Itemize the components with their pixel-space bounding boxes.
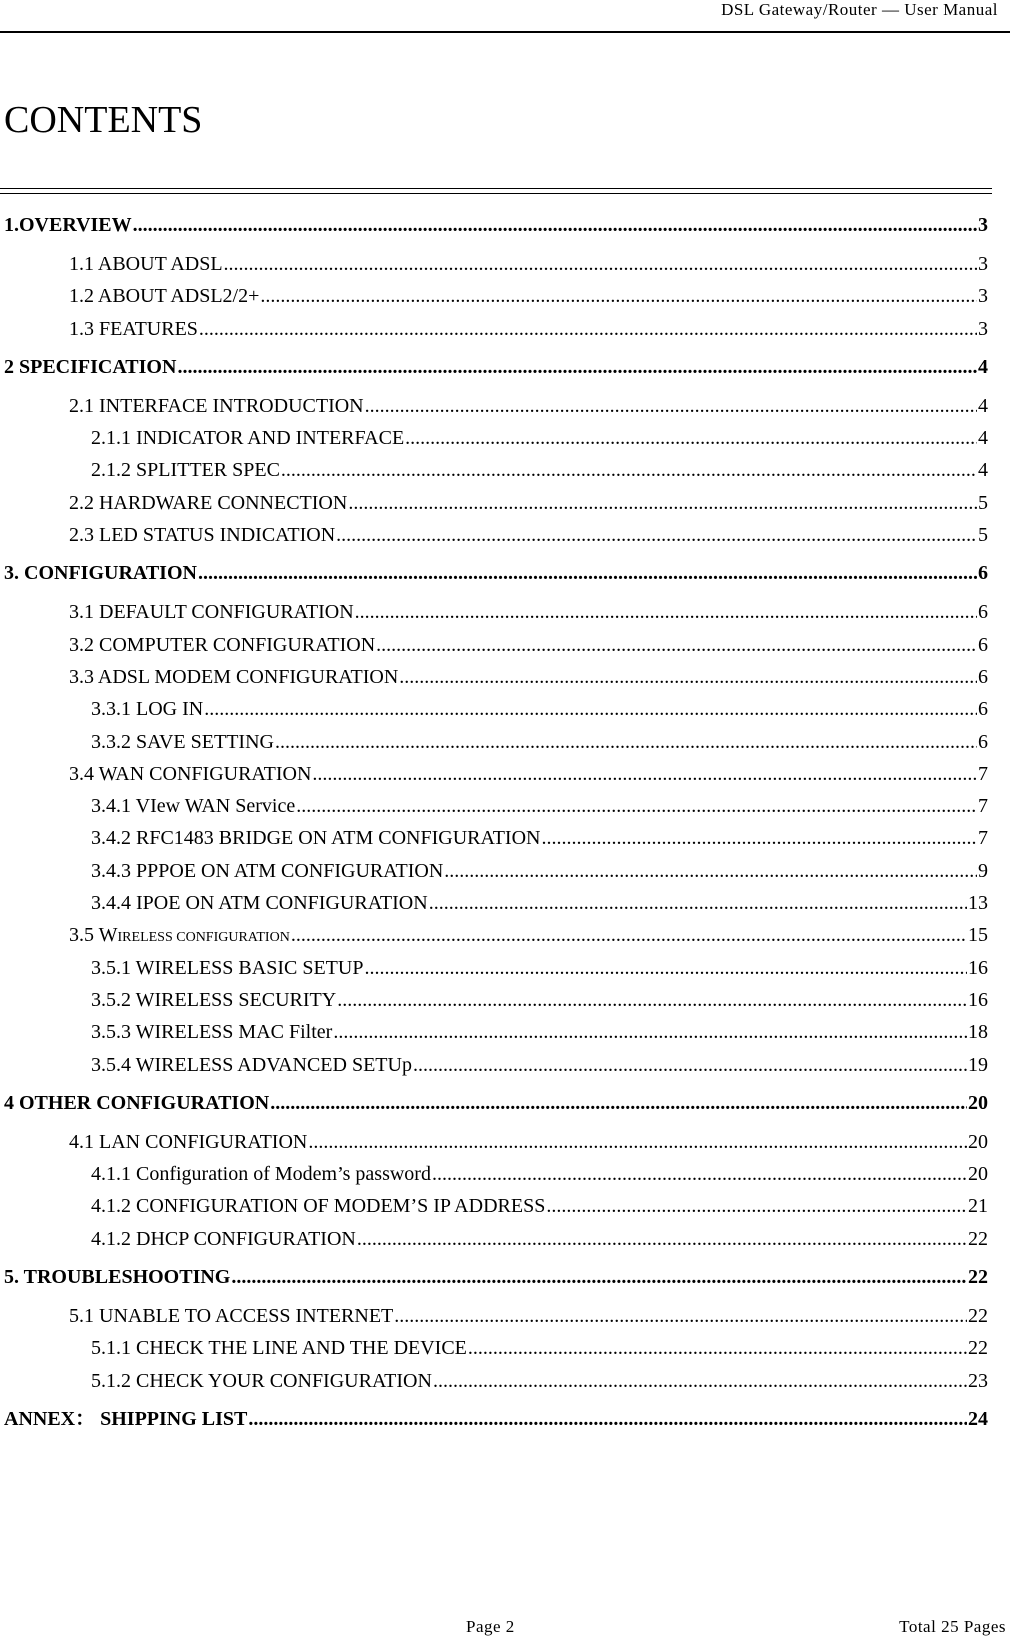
toc-entry-page-number: 16 bbox=[968, 988, 988, 1011]
toc-entry-page-number: 4 bbox=[978, 394, 988, 417]
toc-entry-page-number: 6 bbox=[978, 730, 988, 753]
toc-dot-leader bbox=[248, 1397, 967, 1442]
toc-entry-page-number: 18 bbox=[968, 1021, 988, 1044]
toc-dot-leader bbox=[394, 1300, 967, 1332]
toc-dot-leader bbox=[275, 726, 977, 758]
toc-entry[interactable] bbox=[0, 629, 988, 661]
toc-entry-label: 3.3.1 LOG IN bbox=[91, 698, 204, 721]
toc-entry-page-number: 16 bbox=[968, 956, 988, 979]
toc-entry-page-number: 3 bbox=[978, 285, 988, 308]
toc-entry[interactable] bbox=[0, 519, 988, 551]
toc-dot-leader bbox=[376, 629, 977, 661]
toc-entry-page-number: 6 bbox=[978, 562, 988, 585]
toc-dot-leader bbox=[546, 1190, 967, 1222]
toc-entry[interactable] bbox=[0, 551, 988, 596]
toc-entry[interactable] bbox=[0, 1300, 988, 1332]
toc-entry[interactable] bbox=[0, 203, 988, 248]
toc-entry-page-number: 22 bbox=[968, 1266, 988, 1289]
toc-entry[interactable] bbox=[0, 1365, 988, 1397]
toc-dot-leader bbox=[405, 422, 977, 454]
toc-dot-leader bbox=[177, 345, 977, 390]
toc-dot-leader bbox=[260, 280, 977, 312]
running-header: DSL Gateway/Router — User Manual bbox=[721, 0, 998, 19]
toc-entry-page-number: 22 bbox=[968, 1227, 988, 1250]
toc-entry[interactable] bbox=[0, 984, 988, 1016]
toc-dot-leader bbox=[355, 596, 977, 628]
toc-dot-leader bbox=[333, 1016, 967, 1048]
toc-entry-label: 5.1 UNABLE TO ACCESS INTERNET bbox=[69, 1305, 394, 1328]
toc-dot-leader bbox=[337, 984, 967, 1016]
toc-dot-leader bbox=[308, 1126, 967, 1158]
toc-dot-leader bbox=[204, 693, 977, 725]
toc-entry[interactable] bbox=[0, 596, 988, 628]
toc-entry[interactable] bbox=[0, 1223, 988, 1255]
toc-dot-leader bbox=[444, 855, 977, 887]
toc-entry-label: 2.1.2 SPLITTER SPEC bbox=[91, 459, 280, 482]
toc-dot-leader bbox=[364, 952, 967, 984]
toc-entry-page-number: 3 bbox=[978, 214, 988, 236]
toc-entry[interactable] bbox=[0, 758, 988, 790]
toc-entry[interactable] bbox=[0, 693, 988, 725]
toc-entry-label: 1.OVERVIEW bbox=[4, 214, 132, 236]
toc-entry-label: 3.5.1 WIRELESS BASIC SETUP bbox=[91, 956, 364, 979]
toc-entry[interactable] bbox=[0, 390, 988, 422]
toc-dot-leader bbox=[231, 1255, 967, 1300]
toc-entry[interactable] bbox=[0, 313, 988, 345]
toc-dot-leader bbox=[365, 390, 977, 422]
toc-entry[interactable] bbox=[0, 248, 988, 280]
toc-dot-leader bbox=[468, 1332, 967, 1364]
toc-dot-leader bbox=[399, 661, 977, 693]
toc-entry-page-number: 13 bbox=[968, 892, 988, 915]
toc-entry-page-number: 21 bbox=[968, 1195, 988, 1218]
toc-entry-label: 3.4.4 IPOE ON ATM CONFIGURATION bbox=[91, 892, 428, 915]
toc-entry[interactable] bbox=[0, 726, 988, 758]
toc-entry-page-number: 7 bbox=[978, 762, 988, 785]
toc-entry-label: 4.1 LAN CONFIGURATION bbox=[69, 1130, 308, 1153]
toc-dot-leader bbox=[348, 487, 977, 519]
page-number: Page 2 bbox=[466, 1617, 515, 1636]
toc-entry[interactable] bbox=[0, 1158, 988, 1190]
toc-entry-label: 3.5.2 WIRELESS SECURITY bbox=[91, 988, 337, 1011]
toc-dot-leader bbox=[336, 519, 977, 551]
toc-entry-label: 2.2 HARDWARE CONNECTION bbox=[69, 491, 348, 514]
toc-entry-page-number: 9 bbox=[978, 859, 988, 882]
toc-entry[interactable] bbox=[0, 1016, 988, 1048]
toc-entry[interactable] bbox=[0, 345, 988, 390]
toc-entry-page-number: 3 bbox=[978, 317, 988, 340]
toc-entry[interactable] bbox=[0, 1190, 988, 1222]
toc-entry-page-number: 22 bbox=[968, 1337, 988, 1360]
toc-entry-label: 1.3 FEATURES bbox=[69, 317, 198, 340]
toc-entry-label: 3.5 WIRELESS CONFIGURATION bbox=[69, 924, 290, 947]
toc-dot-leader bbox=[541, 822, 977, 854]
toc-entry-page-number: 20 bbox=[968, 1163, 988, 1186]
toc-entry[interactable] bbox=[0, 487, 988, 519]
toc-entry[interactable] bbox=[0, 855, 988, 887]
toc-entry[interactable] bbox=[0, 280, 988, 312]
toc-entry-page-number: 5 bbox=[978, 524, 988, 547]
toc-entry-page-number: 6 bbox=[978, 698, 988, 721]
page-title: CONTENTS bbox=[4, 99, 203, 141]
toc-entry-page-number: 3 bbox=[978, 253, 988, 275]
toc-entry[interactable] bbox=[0, 1255, 988, 1300]
toc-entry[interactable] bbox=[0, 1332, 988, 1364]
toc-entry[interactable] bbox=[0, 1049, 988, 1081]
header-rule bbox=[0, 31, 1010, 33]
toc-entry-label: 3.4.1 VIew WAN Service bbox=[91, 795, 296, 818]
toc-entry-label: 5.1.1 CHECK THE LINE AND THE DEVICE bbox=[91, 1337, 467, 1360]
toc-entry-label: 3.4.3 PPPOE ON ATM CONFIGURATION bbox=[91, 859, 444, 882]
total-pages: Total 25 Pages bbox=[899, 1617, 1006, 1636]
toc-entry-label: 4.1.2 DHCP CONFIGURATION bbox=[91, 1227, 356, 1250]
toc-entry-page-number: 4 bbox=[978, 427, 988, 450]
toc-entry-label: 2.1 INTERFACE INTRODUCTION bbox=[69, 394, 364, 417]
table-of-contents bbox=[0, 203, 988, 1442]
toc-entry-page-number: 5 bbox=[978, 491, 988, 514]
toc-entry-page-number: 4 bbox=[978, 459, 988, 482]
toc-dot-leader bbox=[198, 551, 977, 596]
toc-entry[interactable] bbox=[0, 952, 988, 984]
toc-dot-leader bbox=[429, 887, 967, 919]
toc-entry-label: 1.2 ABOUT ADSL2/2+ bbox=[69, 285, 260, 308]
toc-entry[interactable] bbox=[0, 422, 988, 454]
toc-entry-page-number: 19 bbox=[968, 1053, 988, 1076]
toc-entry-page-number: 6 bbox=[978, 633, 988, 656]
toc-entry[interactable] bbox=[0, 661, 988, 693]
toc-dot-leader bbox=[413, 1049, 967, 1081]
toc-entry-label: 2.3 LED STATUS INDICATION bbox=[69, 524, 336, 547]
toc-entry-label: 3.3 ADSL MODEM CONFIGURATION bbox=[69, 665, 399, 688]
toc-dot-leader bbox=[296, 790, 977, 822]
toc-entry-label: 2.1.1 INDICATOR AND INTERFACE bbox=[91, 427, 405, 450]
toc-entry-label: ANNEX： SHIPPING LIST bbox=[4, 1407, 248, 1430]
toc-dot-leader bbox=[199, 313, 977, 345]
toc-dot-leader bbox=[357, 1223, 967, 1255]
toc-entry-label: 3.4 WAN CONFIGURATION bbox=[69, 762, 312, 785]
toc-entry-label: 4 OTHER CONFIGURATION bbox=[4, 1091, 270, 1114]
toc-entry-label: 3.4.2 RFC1483 BRIDGE ON ATM CONFIGURATION bbox=[91, 827, 541, 850]
toc-entry[interactable] bbox=[0, 887, 988, 919]
toc-entry-page-number: 15 bbox=[968, 924, 988, 947]
toc-entry-page-number: 23 bbox=[968, 1369, 988, 1392]
toc-entry-label: 3. CONFIGURATION bbox=[4, 562, 197, 585]
toc-entry-label: 3.1 DEFAULT CONFIGURATION bbox=[69, 601, 354, 624]
toc-entry-label: 1.1 ABOUT ADSL bbox=[69, 253, 223, 275]
toc-entry-page-number: 6 bbox=[978, 665, 988, 688]
toc-dot-leader bbox=[291, 919, 967, 951]
toc-entry-label: 3.5.4 WIRELESS ADVANCED SETUp bbox=[91, 1053, 412, 1076]
toc-entry-page-number: 20 bbox=[968, 1130, 988, 1153]
toc-dot-leader bbox=[270, 1081, 967, 1126]
toc-entry[interactable] bbox=[0, 790, 988, 822]
toc-dot-leader bbox=[312, 758, 977, 790]
title-double-rule bbox=[0, 188, 992, 194]
toc-dot-leader bbox=[281, 454, 977, 486]
toc-entry-page-number: 6 bbox=[978, 601, 988, 624]
toc-entry[interactable] bbox=[0, 1126, 988, 1158]
toc-entry-page-number: 4 bbox=[978, 355, 988, 378]
toc-entry[interactable] bbox=[0, 919, 988, 951]
toc-entry[interactable] bbox=[0, 1397, 988, 1442]
toc-entry-label: 4.1.2 CONFIGURATION OF MODEM’S IP ADDRESS bbox=[91, 1195, 546, 1218]
toc-entry-label: 5. TROUBLESHOOTING bbox=[4, 1266, 231, 1289]
toc-entry-label: 3.3.2 SAVE SETTING bbox=[91, 730, 274, 753]
toc-entry-label: 4.1.1 Configuration of Modem’s password bbox=[91, 1163, 431, 1186]
toc-entry-label: 3.5.3 WIRELESS MAC Filter bbox=[91, 1021, 333, 1044]
toc-dot-leader bbox=[433, 1365, 967, 1397]
toc-entry-page-number: 20 bbox=[968, 1091, 988, 1114]
toc-dot-leader bbox=[133, 203, 977, 248]
toc-entry[interactable] bbox=[0, 822, 988, 854]
toc-entry-page-number: 7 bbox=[978, 795, 988, 818]
toc-entry-page-number: 22 bbox=[968, 1305, 988, 1328]
toc-entry[interactable] bbox=[0, 454, 988, 486]
toc-dot-leader bbox=[224, 248, 977, 280]
toc-dot-leader bbox=[432, 1158, 967, 1190]
toc-entry-page-number: 7 bbox=[978, 827, 988, 850]
toc-entry-label: 2 SPECIFICATION bbox=[4, 355, 177, 378]
toc-entry-page-number: 24 bbox=[968, 1407, 988, 1430]
toc-entry-label: 3.2 COMPUTER CONFIGURATION bbox=[69, 633, 376, 656]
toc-entry[interactable] bbox=[0, 1081, 988, 1126]
toc-entry-label: 5.1.2 CHECK YOUR CONFIGURATION bbox=[91, 1369, 432, 1392]
